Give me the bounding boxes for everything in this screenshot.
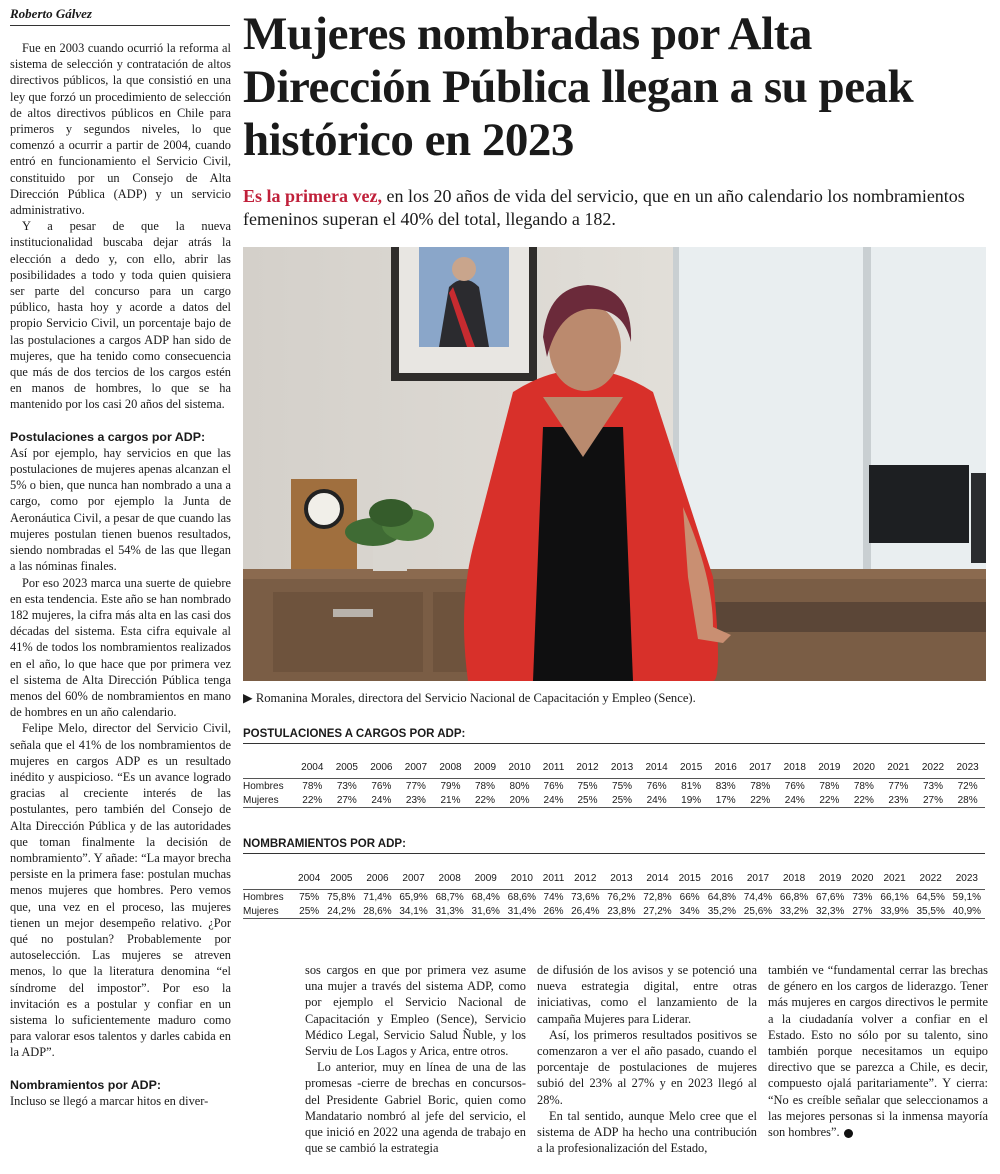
- year-header: 2007: [402, 872, 425, 884]
- year-header: 2004: [301, 761, 324, 773]
- year-header: 2016: [710, 872, 734, 884]
- column-3: [537, 962, 757, 1156]
- year-header: 2009: [473, 761, 497, 773]
- table-cell: 25%: [295, 904, 323, 919]
- table-cell: 23%: [399, 793, 434, 808]
- year-header: 2016: [714, 761, 737, 773]
- column-2: [305, 962, 526, 1156]
- year-header: 2017: [746, 872, 770, 884]
- table-cell: 19%: [674, 793, 709, 808]
- table-header-row: [243, 867, 985, 890]
- paragraph: Por eso 2023 marca una suerte de quiebre en esta tendencia. Este año se han nombrado 182 mujeres, la cifra más alta en las casi dos décadas del sistema. Esta cifra equivale al 41% de todos los nombramientos realizados en el año, lo que hace que por primera vez el sistema de Alta Dirección Pública tenga menos del 60% de nombramientos en mano de hombres en un año calendario.: [10, 575, 231, 720]
- table-row: [243, 904, 985, 919]
- table-cell: 76%: [364, 779, 399, 794]
- year-header: 2020: [851, 872, 874, 884]
- year-header: 2022: [919, 872, 942, 884]
- table-cell: 33,2%: [776, 904, 812, 919]
- year-header: 2012: [576, 761, 599, 773]
- table-cell: 34%: [676, 904, 704, 919]
- year-header: 2018: [782, 872, 806, 884]
- year-header: 2007: [404, 761, 428, 773]
- table-cell: 78%: [847, 779, 882, 794]
- table-cell: 40,9%: [949, 904, 985, 919]
- table-cell: 22%: [743, 793, 778, 808]
- table-cell: 81%: [674, 779, 709, 794]
- table-cell: 75%: [570, 779, 605, 794]
- year-header: 2019: [818, 761, 841, 773]
- paragraph: En tal sentido, aunque Melo cree que el sistema de ADP ha hecho una contribución a la profesionalización del Estado,: [537, 1108, 757, 1156]
- table-cell: 22%: [847, 793, 882, 808]
- year-header: 2012: [574, 872, 597, 884]
- headline: Mujeres nombradas por Alta Dirección Pública llegan a su peak histórico en 2023: [243, 8, 914, 166]
- table-cell: 22%: [468, 793, 503, 808]
- table-cell: 68,4%: [468, 890, 504, 905]
- table-cell: 75%: [605, 779, 640, 794]
- subheading-nombramientos: Nombramientos por ADP:: [10, 1077, 161, 1092]
- paragraph: Lo anterior, muy en línea de una de las promesas -cierre de brechas en concursos- del Presidente Gabriel Boric, quien como Mandatario nombró al jefe del servicio, el que inició en 2022 una agenda de trabajo en que se cambió la estrategia: [305, 1060, 526, 1156]
- year-header: 2015: [678, 872, 701, 884]
- table-cell: 20%: [502, 793, 537, 808]
- paragraph: Felipe Melo, director del Servicio Civil, señala que el 41% de los nombramientos de mujeres en cargos ADP es un resultado inédito y auspicioso. “Es un avance logrado gracias al creciente interés de las postulantes, pero también del Consejo de Alta Dirección Pública y de las autoridades que toman finalmente la decisión de nombramiento”. Y añade: “La mayor brecha persiste en la primera fase: postulan muchas menos mujeres que hombres. Pero vemos que, una vez en el proceso, las mujeres tienen un mejor desempeño relativo. ¿Por qué no postulan? Probablemente por autoselección. Las mujeres se atreven menos, lo que la literatura denomina “el síndrome del impostor”. Por eso la invitación es a postular y confiar en un sistema lo suficientemente maduro como para valorar esos talentos y darles cabida en la ADP”.: [10, 721, 231, 1060]
- paragraph: [768, 962, 988, 1140]
- end-mark-icon: [844, 1129, 853, 1138]
- table-cell: 77%: [399, 779, 434, 794]
- column-4: [768, 962, 988, 1140]
- table-cell: 22%: [812, 793, 847, 808]
- table-cell: 35,2%: [704, 904, 740, 919]
- table-cell: 26%: [540, 904, 567, 919]
- year-header: 2008: [439, 761, 462, 773]
- year-header: 2022: [921, 761, 945, 773]
- table-cell: 34,1%: [396, 904, 432, 919]
- table-cell: 28%: [950, 793, 985, 808]
- table-cell: 78%: [468, 779, 503, 794]
- paragraph: Fue en 2003 cuando ocurrió la reforma al sistema de selección y contratación de altos directivos públicos, la que consistió en una ley que forzó un procedimiento de selección de altos directivos públicos en Chile para primeros y segundos niveles, lo que comenzó a ocurrir a partir de 2004, cuando entró en funcionamiento el Servicio Civil, constituido por un Consejo de Alta Dirección Pública (ADP) y un servicio administrativo.: [10, 41, 231, 218]
- year-header: 2008: [438, 872, 461, 884]
- table-cell: 31,6%: [468, 904, 504, 919]
- table-cell: 33,9%: [877, 904, 913, 919]
- year-header: 2005: [335, 761, 358, 773]
- table-cell: 78%: [743, 779, 778, 794]
- table-cell: 27%: [848, 904, 876, 919]
- paragraph: Incluso se llegó a marcar hitos en diver-: [10, 1093, 209, 1108]
- table-cell: 73%: [916, 779, 951, 794]
- left-column: [10, 40, 231, 1109]
- table-cell: 76%: [537, 779, 570, 794]
- table-cell: 66,1%: [877, 890, 913, 905]
- table-cell: 27%: [916, 793, 951, 808]
- table-cell: 68,7%: [432, 890, 468, 905]
- year-header: 2017: [749, 761, 772, 773]
- year-header: 2011: [542, 872, 565, 884]
- table-cell: 26,4%: [567, 904, 603, 919]
- table-cell: 79%: [433, 779, 468, 794]
- table-cell: 65,9%: [396, 890, 432, 905]
- year-header: 2023: [955, 872, 978, 884]
- table-cell: 28,6%: [359, 904, 395, 919]
- table-cell: 59,1%: [949, 890, 985, 905]
- table-cell: 78%: [812, 779, 847, 794]
- table-cell: 68,6%: [504, 890, 540, 905]
- table-postulaciones: [243, 756, 985, 808]
- table-cell: 80%: [502, 779, 537, 794]
- subheading-postulaciones: Postulaciones a cargos por ADP:: [10, 429, 206, 444]
- year-header: 2021: [883, 872, 906, 884]
- table-cell: 64,5%: [913, 890, 949, 905]
- table-cell: 71,4%: [359, 890, 395, 905]
- photo-caption: ▶ Romanina Morales, directora del Servicio Nacional de Capacitación y Empleo (Sence).: [243, 691, 696, 705]
- paragraph: sos cargos en que por primera vez asume una mujer a través del sistema ADP, como por ejemplo el Servicio Nacional de Capacitación y Empleo (Sence), Servicio Médico Legal, Servicio Salud Ñuble, y los Serviu de Los Lagos y Arica, entre otros.: [305, 963, 526, 1059]
- row-label: Hombres: [243, 890, 295, 905]
- table-postulaciones-title: POSTULACIONES A CARGOS POR ADP:: [243, 728, 985, 744]
- table-cell: 23%: [881, 793, 916, 808]
- year-header: 2023: [956, 761, 979, 773]
- year-header: 2013: [610, 872, 633, 884]
- year-header: 2004: [298, 872, 321, 884]
- row-label: Mujeres: [243, 793, 295, 808]
- year-header: 2005: [330, 872, 353, 884]
- table-nombramientos-title: NOMBRAMIENTOS POR ADP:: [243, 838, 985, 854]
- table-header-row: [243, 756, 985, 779]
- table-cell: 25%: [605, 793, 640, 808]
- year-header: 2011: [542, 761, 565, 773]
- table-cell: 24%: [364, 793, 399, 808]
- table-cell: 72%: [950, 779, 985, 794]
- table-cell: 31,3%: [432, 904, 468, 919]
- photo-illustration: [243, 247, 986, 681]
- table-cell: 25,6%: [740, 904, 776, 919]
- table-row: [243, 779, 985, 794]
- lead-paragraph: [243, 185, 988, 231]
- table-cell: 76%: [639, 779, 674, 794]
- table-cell: 74%: [540, 890, 567, 905]
- paragraph-text: también ve “fundamental cerrar las brechas de género en los cargos de liderazgo. Tener más mujeres en cargos directivos le permite a la ciudadanía volver a confiar en el Estado. Esto no sólo por su talento, sino también porque necesitamos un equipo directivo que se parezca a Chile, es decir, compuesto ojalá paritariamente”. Y cierra: “No es creíble señalar que seleccionamos a las mejores personas si la inmensa mayoría son hombres”.: [768, 963, 988, 1140]
- year-header: 2009: [474, 872, 497, 884]
- row-label: Hombres: [243, 779, 295, 794]
- byline: Roberto Gálvez: [10, 6, 230, 26]
- year-header: 2013: [610, 761, 634, 773]
- paragraph: Y a pesar de que la nueva institucionalidad buscaba dejar atrás la elección a dedo y, con ello, abrir las posibilidades a todo y toda quien quisiera ser parte del concurso para un cargo público, hasta hoy y acorde a datos del propio Servicio Civil, un porcentaje bajo de las postulaciones a cargos ADP han sido de mujeres, que ha tenido como consecuencia que más de dos tercios de los cargos estén en manos de hombres, lo que se ha mantenido por los casi 20 años del sistema.: [10, 219, 231, 412]
- table-cell: 64,8%: [704, 890, 740, 905]
- year-header: 2021: [887, 761, 910, 773]
- row-label: Mujeres: [243, 904, 295, 919]
- table-cell: 76,2%: [603, 890, 639, 905]
- table-cell: 72,8%: [639, 890, 675, 905]
- year-header: 2018: [783, 761, 806, 773]
- lead-text: en los 20 años de vida del servicio, que en un año calendario los nombramientos femeninos superan el 40% del total, llegando a 182.: [243, 186, 965, 229]
- table-cell: 32,3%: [812, 904, 848, 919]
- year-header: 2010: [510, 872, 533, 884]
- lead-kicker: Es la primera vez,: [243, 186, 382, 206]
- table-nombramientos: [243, 867, 985, 919]
- table-cell: 23,8%: [603, 904, 639, 919]
- table-cell: 77%: [881, 779, 916, 794]
- year-header: 2006: [370, 761, 393, 773]
- table-cell: 31,4%: [504, 904, 540, 919]
- table-cell: 73,6%: [567, 890, 603, 905]
- table-cell: 17%: [708, 793, 743, 808]
- table-cell: 83%: [708, 779, 743, 794]
- year-header: 2019: [819, 872, 842, 884]
- photo-romanina-morales: [243, 247, 986, 681]
- table-row: [243, 890, 985, 905]
- table-cell: 74,4%: [740, 890, 776, 905]
- year-header: 2020: [852, 761, 875, 773]
- table-cell: 66,8%: [776, 890, 812, 905]
- table-cell: 24%: [537, 793, 570, 808]
- table-cell: 24,2%: [323, 904, 359, 919]
- table-cell: 25%: [570, 793, 605, 808]
- paragraph: Así por ejemplo, hay servicios en que las postulaciones de mujeres apenas alcanzan el 5% o bien, que nunca han nombrado a una a cargo, como por ejemplo la Junta de Aeronáutica Civil, a pesar de que cuando las mujeres postulan tienen buenos resultados, siendo nombradas el 54% de las que llegan a las nóminas finales.: [10, 445, 231, 574]
- table-cell: 27,2%: [639, 904, 675, 919]
- table-cell: 73%: [848, 890, 876, 905]
- table-cell: 27%: [330, 793, 365, 808]
- year-header: 2015: [680, 761, 703, 773]
- table-cell: 24%: [639, 793, 674, 808]
- table-cell: 24%: [778, 793, 813, 808]
- table-cell: 76%: [778, 779, 813, 794]
- year-header: 2014: [646, 872, 669, 884]
- table-cell: 75,8%: [323, 890, 359, 905]
- table-cell: 67,6%: [812, 890, 848, 905]
- table-cell: 66%: [676, 890, 704, 905]
- year-header: 2014: [645, 761, 668, 773]
- paragraph: Así, los primeros resultados positivos se comenzaron a ver el año pasado, cuando el porcentaje de postulaciones de mujeres subió del 23% al 27% y en 2023 llegó al 28%.: [537, 1027, 757, 1107]
- table-cell: 35,5%: [913, 904, 949, 919]
- table-cell: 73%: [330, 779, 365, 794]
- table-cell: 75%: [295, 890, 323, 905]
- table-cell: 22%: [295, 793, 330, 808]
- year-header: 2006: [366, 872, 389, 884]
- year-header: 2010: [508, 761, 531, 773]
- paragraph: de difusión de los avisos y se potenció una nueva estrategia digital, entre otras iniciativas, como el lanzamiento de la campaña Mujeres para Liderar.: [537, 963, 757, 1026]
- table-row: [243, 793, 985, 808]
- table-cell: 21%: [433, 793, 468, 808]
- table-cell: 78%: [295, 779, 330, 794]
